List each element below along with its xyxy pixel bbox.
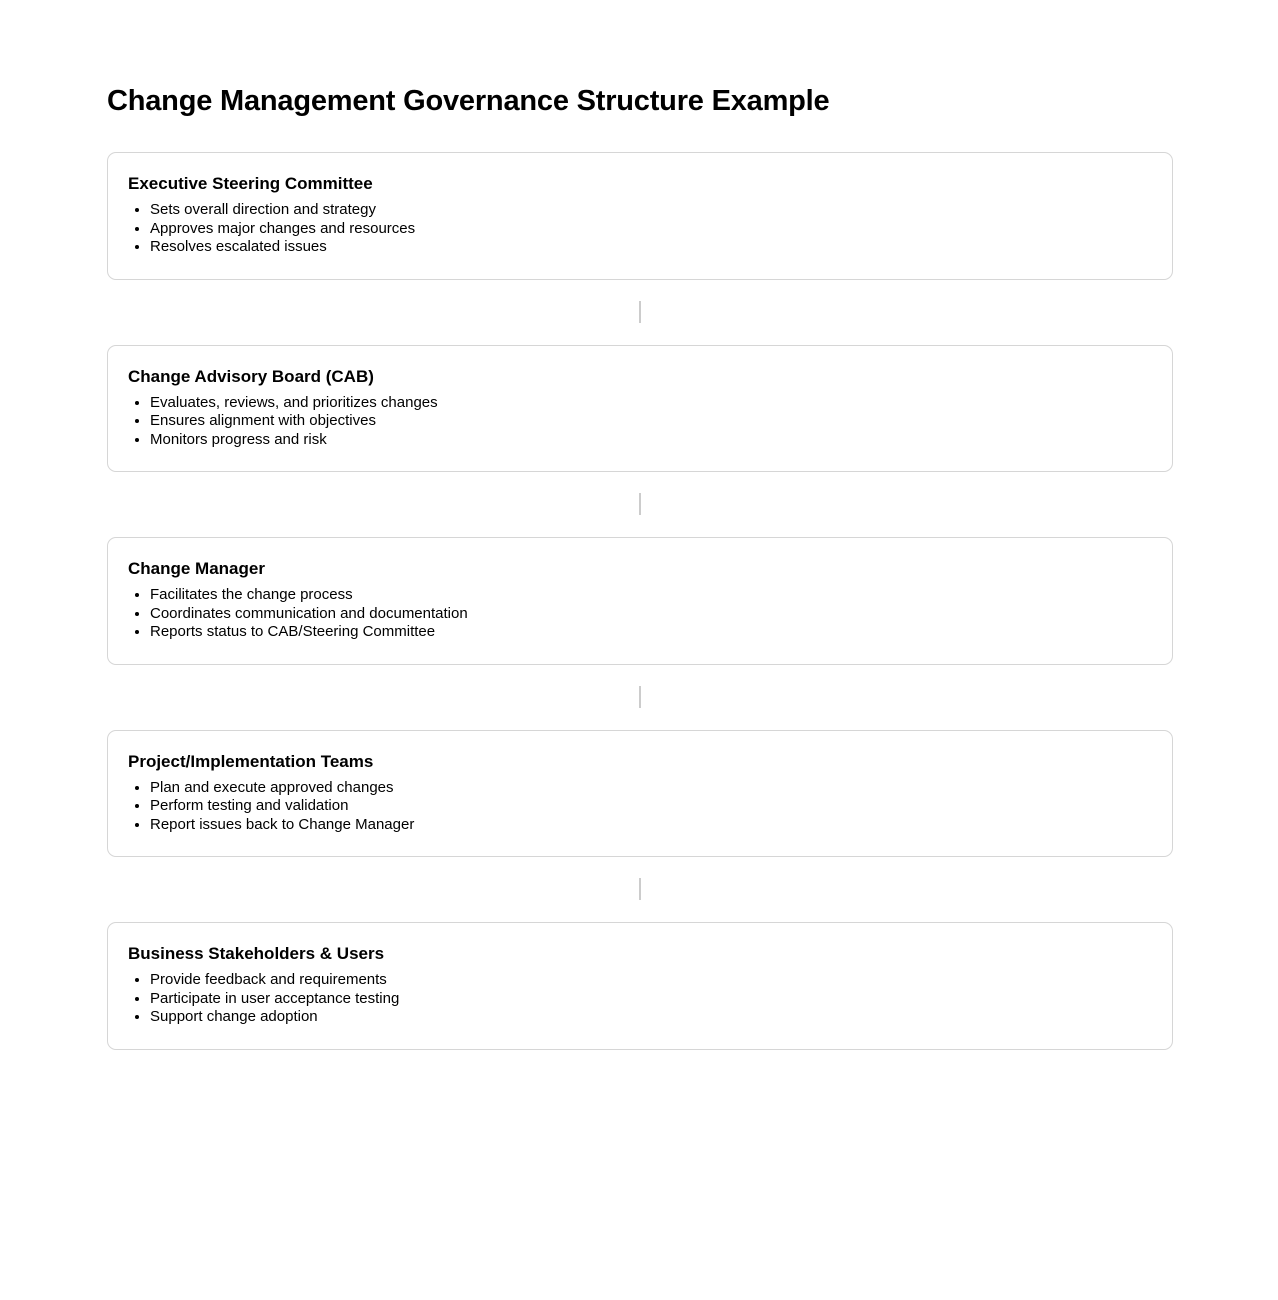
list-item: • Plan and execute approved changes xyxy=(150,779,1152,798)
page-title: Change Management Governance Structure Example xyxy=(107,85,830,117)
list-item: • Participate in user acceptance testing xyxy=(150,990,1152,1009)
list-item: • Perform testing and validation xyxy=(150,797,1152,816)
list-item: • Monitors progress and risk xyxy=(150,431,1152,450)
connector-1-2 xyxy=(107,280,1173,345)
card-responsibility-list xyxy=(128,971,1152,1027)
card-title: Executive Steering Committee xyxy=(128,174,373,193)
connector-4-5 xyxy=(107,857,1173,922)
vertical-connector-line xyxy=(639,686,641,708)
list-item: • Evaluates, reviews, and prioritizes changes xyxy=(150,394,1152,413)
vertical-connector-line xyxy=(639,878,641,900)
governance-level xyxy=(107,152,1173,280)
connector-3-4 xyxy=(107,665,1173,730)
governance-level xyxy=(107,730,1173,858)
list-item: • Sets overall direction and strategy xyxy=(150,201,1152,220)
list-item: • Approves major changes and resources xyxy=(150,220,1152,239)
card-title: Change Manager xyxy=(128,559,265,578)
card-responsibility-list xyxy=(128,586,1152,642)
governance-card-change-advisory-board[interactable] xyxy=(107,345,1173,473)
governance-card-executive-steering-committee[interactable] xyxy=(107,152,1173,280)
list-item: • Provide feedback and requirements xyxy=(150,971,1152,990)
card-responsibility-list xyxy=(128,201,1152,257)
card-responsibility-list xyxy=(128,779,1152,835)
governance-card-change-manager[interactable] xyxy=(107,537,1173,665)
list-item: • Reports status to CAB/Steering Committee xyxy=(150,623,1152,642)
governance-card-project-implementation-teams[interactable] xyxy=(107,730,1173,858)
list-item: • Ensures alignment with objectives xyxy=(150,412,1152,431)
list-item: • Facilitates the change process xyxy=(150,586,1152,605)
card-title: Business Stakeholders & Users xyxy=(128,944,385,963)
card-title: Project/Implementation Teams xyxy=(128,751,374,771)
list-item: • Coordinates communication and documentation xyxy=(150,605,1152,624)
governance-hierarchy xyxy=(107,152,1173,1050)
vertical-connector-line xyxy=(639,493,641,515)
connector-2-3 xyxy=(107,472,1173,537)
list-item: • Resolves escalated issues xyxy=(150,238,1152,257)
card-title: Change Advisory Board (CAB) xyxy=(128,366,374,386)
list-item: • Report issues back to Change Manager xyxy=(150,816,1152,835)
list-item: • Support change adoption xyxy=(150,1008,1152,1027)
governance-level xyxy=(107,345,1173,473)
governance-card-business-stakeholders-users[interactable] xyxy=(107,922,1173,1050)
vertical-connector-line xyxy=(639,301,641,323)
governance-level xyxy=(107,537,1173,665)
governance-level xyxy=(107,922,1173,1050)
card-responsibility-list xyxy=(128,394,1152,450)
